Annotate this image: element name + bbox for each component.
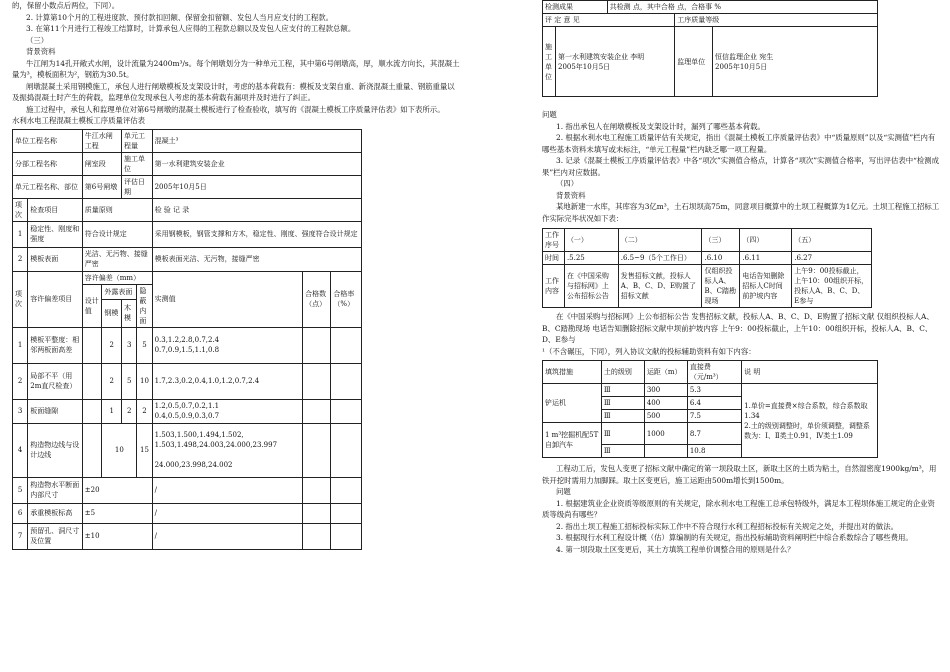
cell: 4: [13, 423, 28, 477]
cell: 400: [644, 397, 687, 410]
table-row: [13, 503, 362, 523]
cell: [331, 503, 362, 523]
cell: 稳定性、刚度和强度: [28, 221, 83, 247]
cell: 5: [122, 363, 137, 399]
cell: [303, 399, 331, 423]
cell: 工作序号: [543, 229, 565, 252]
question: 1. 指出承包人在闸墩模板及支架设计时，漏列了哪些基本荷载。: [556, 121, 765, 131]
cell: Ⅲ: [601, 410, 644, 423]
question: 2. 根据水利水电工程施工质量评估有关规定，指出《混凝土模板工序质量评估表》中“质量原则”以及“实测值”栏内有哪些基本资料未填写或未标注，“单元工程量”栏内缺乏哪一项工程量。: [542, 133, 936, 154]
table-title: 水利水电工程混凝土模板工序质量评估表: [12, 116, 146, 125]
paragraph: 工程动工后，发包人变更了招标文献中确定的第一坝段取土区，新取土区的土质为粘土，自然湿密度1900kg/m³，用铁开挖时需用力加脚踩。取土区变更后，施工运距由500m增长到1500m。: [542, 464, 937, 485]
cell: 1: [102, 399, 122, 423]
cell: .5.25: [564, 252, 618, 265]
cell: 1: [13, 327, 28, 363]
cell: 1.单价=直接费×综合系数，综合系数取1.34 2.土的级别调整时，单价须调整，调整系数为：Ⅰ、Ⅱ类土0.91，Ⅳ类土1.09: [742, 384, 878, 458]
cell: 监理单位: [675, 27, 713, 97]
cell: 模板表面: [28, 247, 83, 271]
cell: 5: [13, 477, 28, 503]
cell: 1 m³挖掘机配5T自卸汽车: [543, 423, 602, 458]
cell: /: [152, 477, 303, 503]
cell: （五）: [792, 229, 872, 252]
cell: [303, 363, 331, 399]
cell: 施工单位: [543, 27, 556, 97]
table-row: [543, 361, 878, 384]
cell: 构造物边线与设计边线: [28, 423, 83, 477]
cell: 分部工程名称: [13, 152, 83, 175]
cell: 3: [122, 327, 137, 363]
cell: [331, 327, 362, 363]
cell: ±5: [82, 503, 152, 523]
cell: 6: [13, 503, 28, 523]
cell: ±20: [82, 477, 152, 503]
cell: 电话告知删除招标人C时间前护坡内容: [740, 265, 792, 308]
text-line: 3. 在第11个月进行工程竣工结算时，计算承包人应得的工程款总额以及发包人应支付的工程款总额。: [26, 24, 356, 33]
paragraph: ¹（不含碾压，下同），列入协议文献的投标辅助资料有如下内容：: [542, 346, 756, 356]
cell: Ⅲ: [601, 397, 644, 410]
cell: [303, 477, 331, 503]
cell: 10.8: [687, 445, 741, 458]
table-row: [13, 327, 362, 363]
cell: 3: [13, 399, 28, 423]
cell: 光洁、无污物、接缝严密: [82, 247, 152, 271]
cell: 第一水利建筑安装企业 李明 2005年10月5日: [555, 27, 674, 97]
cell: （二）: [618, 229, 702, 252]
cell: [644, 445, 687, 458]
cell: 第6号闸墩: [82, 175, 121, 198]
cell: 局部不平（用2m直尺检查）: [28, 363, 83, 399]
cell: 质量原则: [82, 198, 152, 221]
header-cell: 实测值: [152, 271, 303, 327]
section-label: 背景资料: [556, 190, 586, 200]
cell: 6.4: [687, 397, 741, 410]
cell: （四）: [740, 229, 792, 252]
paragraph: 牛江闸为14孔开敞式水闸，设计流量为2400m³/s。每个闸墩划分为一种单元工程，其中第6号闸墩高，厚，顺水流方向长，其混凝土量为³，模板面积为²，钢筋为30.5t。: [12, 58, 460, 79]
cell: 闸室段: [82, 152, 121, 175]
cell: [303, 423, 331, 477]
header-cell: 容许偏差项目: [28, 271, 83, 327]
cost-table: [542, 360, 878, 458]
cell: 预留孔、洞尺寸及位置: [28, 523, 83, 549]
cell: 2: [13, 247, 28, 271]
cell: 混凝土³: [152, 129, 361, 152]
cell: 评 定 意 见: [543, 14, 675, 27]
table-row: [543, 265, 872, 308]
cell: 铲运机: [543, 384, 602, 423]
left-column: [12, 0, 460, 550]
cell: .6.5~9（5个工作日）: [618, 252, 702, 265]
cell: 2005年10月5日: [152, 175, 361, 198]
paragraph: 施工过程中，承包人和监理单位对第6号闸墩的混凝土模板进行了检查验收，填写的《混凝土模板工序质量评估表》如下表所示。: [26, 104, 445, 114]
cell: 2: [13, 363, 28, 399]
cell: 检 验 记 录: [152, 198, 361, 221]
evaluation-table: [12, 129, 362, 550]
table-row: [13, 423, 362, 477]
table-row: [543, 229, 872, 252]
cell: [303, 503, 331, 523]
question-title: 问题: [556, 487, 571, 496]
header-cell: 项次: [13, 271, 28, 327]
cell: 2: [102, 363, 122, 399]
cell: 300: [644, 384, 687, 397]
questions-block: [542, 463, 942, 555]
cell: 工序质量等级: [675, 14, 878, 27]
question: 4. 第一坝段取土区变更后，其土方填筑工程单价调整合用的原则是什么？: [556, 544, 795, 554]
cell: 1.2,0.5,0.7,0.2,1.1 0.4,0.5,0.9,0.3,0.7: [152, 399, 303, 423]
cell: 检测成果: [543, 1, 608, 14]
schedule-table: [542, 228, 872, 308]
cell: 上午9：00投标截止，上午10：00组织开标，投标人A、B、C、D、E参与: [792, 265, 872, 308]
cell: 评估日期: [122, 175, 153, 198]
cell: 牛江水闸工程: [82, 129, 121, 152]
section-heading: （四）: [556, 179, 579, 188]
cell: [82, 423, 102, 477]
header-cell: 合格率（%）: [331, 271, 362, 327]
cell: /: [152, 523, 303, 549]
text-line: 2. 计算第10个月的工程进度款、预付款扣回额、保留金扣留额、发包人当月应支付的工程款。: [26, 12, 334, 22]
header-cell: 外露表面: [102, 284, 137, 300]
table-row: [543, 252, 872, 265]
cell: ±10: [82, 523, 152, 549]
cell: [331, 523, 362, 549]
cell: 仅组织投标人A、B、C踏勘现场: [702, 265, 740, 308]
table-row: [13, 477, 362, 503]
question: 3. 记录《混凝土模板工序质量评估表》中各“项次”实测值合格点，计算各“项次”实测值合格率，写出评估表中“检测成果”栏内对应数据。: [542, 156, 940, 177]
cell: 共检测 点，其中合格 点，合格事 %: [607, 1, 877, 14]
cell: （一）: [564, 229, 618, 252]
cell: 板面缝隙: [28, 399, 83, 423]
cell: /: [152, 503, 303, 523]
right-column: [542, 0, 942, 555]
cell: 2: [102, 327, 122, 363]
header-cell: 合格数（点）: [303, 271, 331, 327]
cell: [331, 363, 362, 399]
cell: 1.7,2.3,0.2,0.4,1.0,1.2,0.7,2.4: [152, 363, 303, 399]
cell: [82, 327, 102, 363]
questions-block: [542, 109, 942, 224]
cell: [331, 423, 362, 477]
header-cell: 容许偏差（mm）: [82, 271, 152, 284]
cell: .6.27: [792, 252, 872, 265]
cell: 符合设计规定: [82, 221, 152, 247]
paragraph: 闸墩混凝土采用钢模施工，承包人进行闸墩模板及支架设计时，考虑的基本荷载有：模板及支架自重、新浇混凝土重量、钢筋重量以及振捣混凝土时产生的荷载，监理单位发现承包人考虑的基本荷载有漏项并及时进行了纠正。: [12, 81, 455, 102]
cell: 第一水利建筑安装企业: [152, 152, 361, 175]
table-row: [543, 384, 878, 397]
header-cell: 说 明: [742, 361, 878, 384]
header-cell: 填筑措施: [543, 361, 602, 384]
cell: 工作内容: [543, 265, 565, 308]
cell: [331, 399, 362, 423]
cell: 单元工程量: [122, 129, 153, 152]
cell: 5.3: [687, 384, 741, 397]
text-line: 的，保留小数点后两位，下同）。: [12, 1, 120, 10]
cell: Ⅲ: [601, 423, 644, 445]
cell: 7: [13, 523, 28, 549]
header-cell: 土的级别: [601, 361, 644, 384]
cell: 0.3,1.2,2.8,0.7,2.4 0.7,0.9,1.5,1.1,0.8: [152, 327, 303, 363]
cell: 模板表面光洁、无污物，接缝严密: [152, 247, 361, 271]
header-cell: 直接费（元/m³）: [687, 361, 741, 384]
cell: [82, 363, 102, 399]
cell: 发售招标文献，投标人A、B、C、D、E购置了招标文献: [618, 265, 702, 308]
cell: Ⅲ: [601, 445, 644, 458]
header-cell: 设计值: [82, 284, 102, 327]
cell: 在《中国采购与招标网》上公布招标公告: [564, 265, 618, 308]
question: 3. 根据现行水利工程设计概（估）算编制的有关规定，指出投标辅助资料阐明栏中综合系数综合了哪些费用。: [556, 533, 913, 542]
cell: 5: [137, 327, 152, 363]
section-label: 背景资料: [26, 47, 56, 56]
cell: 单元工程名称、部位: [13, 175, 83, 198]
cell: 采用钢模板，钢管支撑和方木，稳定性、刚度、强度符合设计规定: [152, 221, 361, 247]
cell: 2: [122, 399, 137, 423]
cell: 15: [137, 423, 152, 477]
cell: 1: [13, 221, 28, 247]
question: 1. 根据建筑业企业资质等级原则的有关规定，除水利水电工程施工总承包特级外，满足本工程坝体施工规定的企业资质等级尚有哪些？: [542, 498, 935, 519]
cell: 10: [102, 423, 137, 477]
cell: [303, 523, 331, 549]
cell: 8.7: [687, 423, 741, 445]
cell: 10: [137, 363, 152, 399]
table-row: [13, 399, 362, 423]
cell: 施工单位: [122, 152, 153, 175]
cell: 单位工程名称: [13, 129, 83, 152]
table-row: [13, 363, 362, 399]
cell: 承重模板标高: [28, 503, 83, 523]
header-cell: 隐蔽内面: [137, 284, 152, 327]
section-heading: （三）: [26, 35, 49, 45]
cell: [82, 399, 102, 423]
cell: [303, 327, 331, 363]
question: 2. 指出土坝工程施工招标投标实际工作中不符合现行水利工程招标投标有关规定之处，并提出对的做法。: [556, 521, 898, 531]
cell: 检查项目: [28, 198, 83, 221]
cell: .6.10: [702, 252, 740, 265]
table-row: [13, 523, 362, 549]
header-cell: 木模: [122, 300, 137, 327]
paragraph: 某地新建一水库，其库容为3亿m³，土石坝坝高75m，同意项目概算中的土坝工程概算为1亿元。土坝工程施工招标工作实际完毕状况如下表：: [542, 202, 940, 223]
paragraph: 在《中国采购与招标网》上公布招标公告 发售招标文献，投标人A、B、C、D、E购置了招标文献 仅组织投标人A、B、C踏勘现场 电话告知删除招标文献中坝前护坡内容 上午9：00投标截止，上午10：00组织开标，投标人A、B、C、D、E参与: [542, 312, 934, 344]
cell: 构造物水平断面内部尺寸: [28, 477, 83, 503]
cell: .6.11: [740, 252, 792, 265]
cell: 恒信监理企业 宛生 2005年10月5日: [713, 27, 878, 97]
cell: 时间: [543, 252, 565, 265]
question-title: 问题: [542, 110, 557, 119]
cell: 项次: [13, 198, 28, 221]
header-cell: 运距（m）: [644, 361, 687, 384]
cell: 500: [644, 410, 687, 423]
cell: Ⅲ: [601, 384, 644, 397]
cell: （三）: [702, 229, 740, 252]
cell: 模板平整度：相邻两板面高差: [28, 327, 83, 363]
cell: [331, 477, 362, 503]
cell: 2: [137, 399, 152, 423]
cell: 7.5: [687, 410, 741, 423]
cell: 1.503,1.500,1.494,1.502, 1.503,1.498,24.003,24.000,23.997 24.000,23.998,24.002: [152, 423, 303, 477]
cell: 1000: [644, 423, 687, 445]
result-table: [542, 0, 878, 97]
header-cell: 钢模: [102, 300, 122, 327]
